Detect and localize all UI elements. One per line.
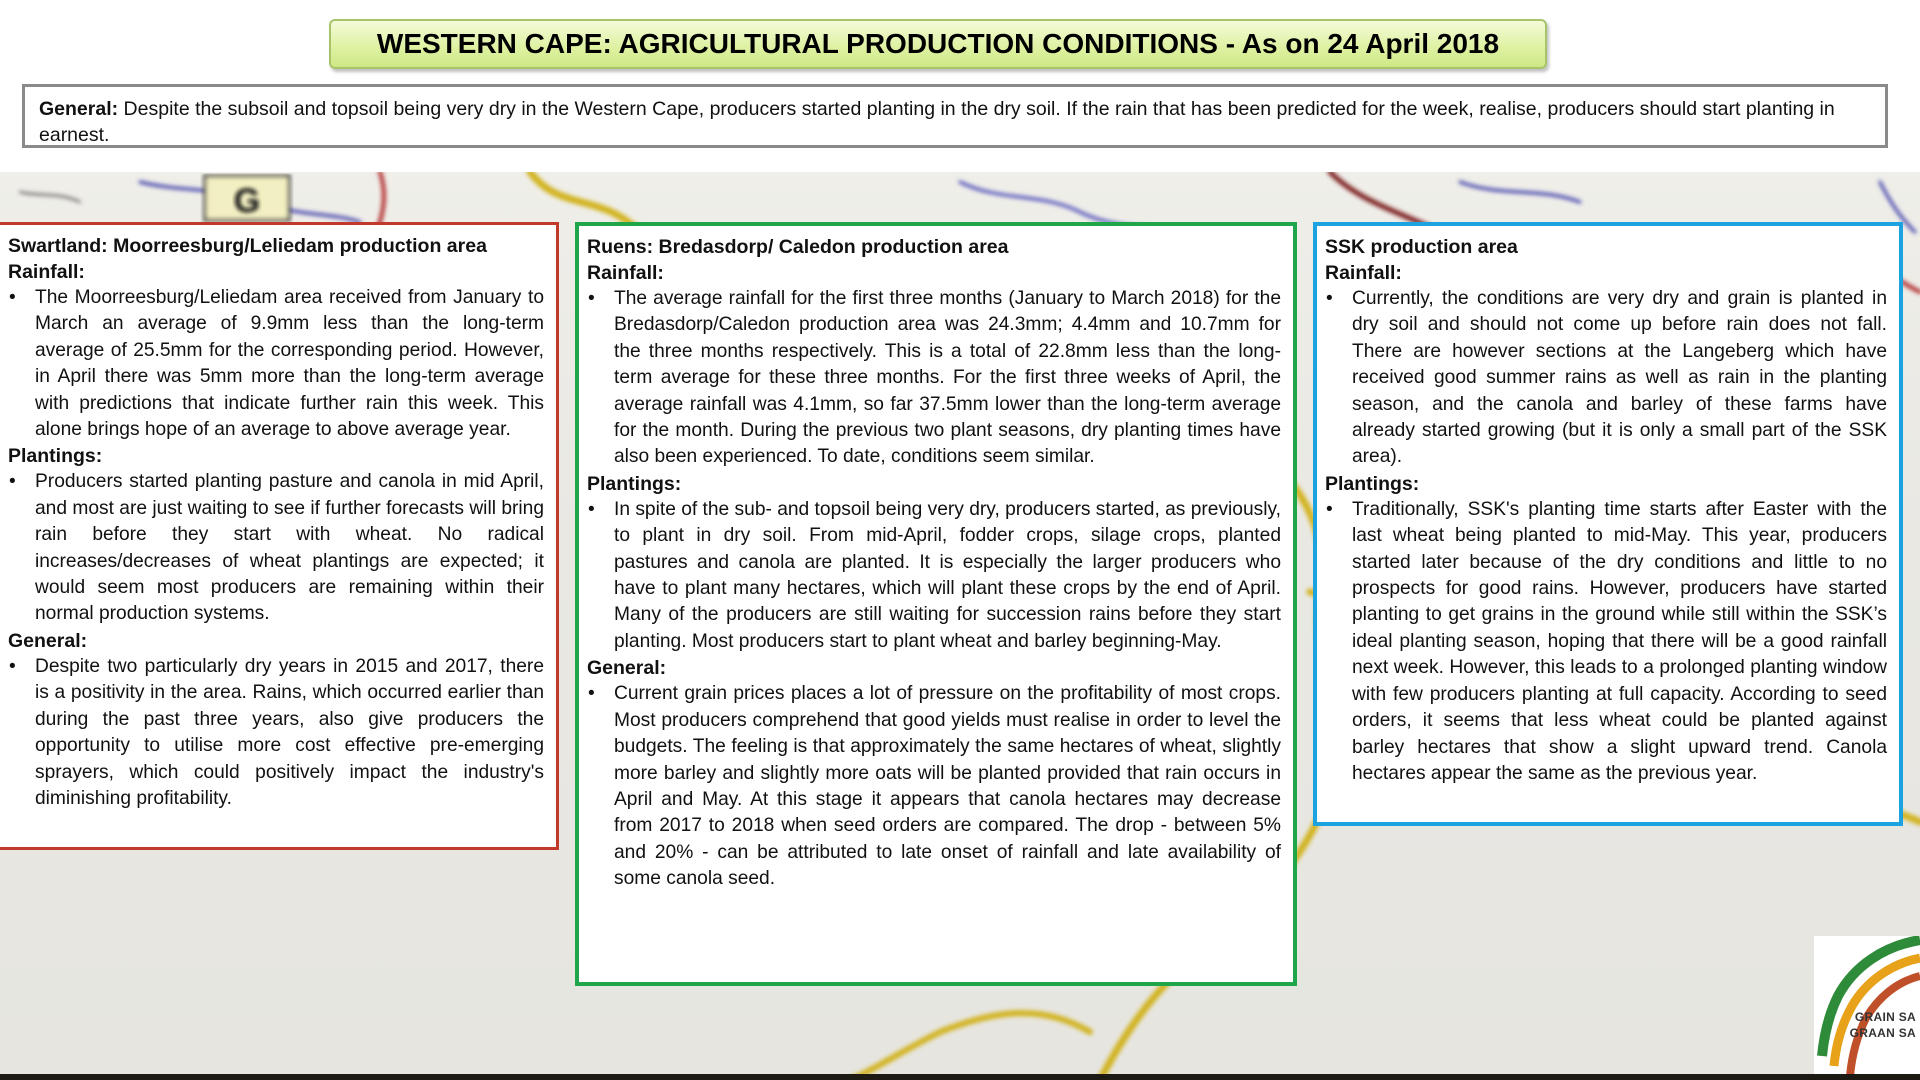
general-label: General: <box>39 98 119 120</box>
swartland-rainfall-heading: Rainfall: <box>8 261 85 283</box>
swartland-general-list <box>8 654 544 812</box>
ruens-general-heading: General: <box>587 657 667 680</box>
swartland-general-text: • Despite two particularly dry years in 2015 and 2017, there is a positivity in the area. Rains, which occurred earlier than during the past three years, also give producers the opportunity to utilise more cost effective pre-emerging sprayers, which could positively impact the industry's diminishing profitability. <box>35 654 544 812</box>
swartland-title: Swartland: Moorreesburg/Leliedam production area <box>8 235 487 257</box>
ssk-rainfall-text: • Currently, the conditions are very dry and grain is planted in dry soil and should not come up before rain does not fall. There are however sections at the Langeberg which have received good summer rains as well as rain in the planting season, and the canola and barley of these farms have already started growing (but it is only a small part of the SSK area). <box>1352 286 1887 471</box>
ruens-general-text: • Current grain prices places a lot of pressure on the profitability of most crops. Most producers comprehend that good yields must realise in order to level the budgets. The feeling is that approximately the same hectares of wheat, slightly more barley and slightly more oats will be planted provided that rain occurs in April and May. At this stage it appears that canola hectares may decrease from 2017 to 2018 when seed orders are compared. The drop - between 5% and 20% - can be attributed to late onset of rainfall and late availability of some canola seed. <box>614 681 1281 892</box>
ruens-plantings-list <box>587 497 1281 655</box>
page-title: WESTERN CAPE: AGRICULTURAL PRODUCTION CONDITIONS - As on 24 April 2018 <box>329 19 1547 69</box>
ruens-panel <box>575 222 1297 986</box>
swartland-plantings-text: • Producers started planting pasture and canola in mid April, and most are just waiting to see if further forecasts will bring rain before they start with wheat. No radical increases/decreases of wheat plantings are expected; it would seem most producers are remaining within their normal production systems. <box>35 469 544 627</box>
ssk-plantings-list <box>1325 497 1887 787</box>
grain-sa-logo-icon <box>1814 936 1920 1080</box>
swartland-plantings-list <box>8 469 544 627</box>
ruens-plantings-text: • In spite of the sub- and topsoil being very dry, producers started, as previously, to plant in dry soil. From mid-April, fodder crops, silage crops, planted pastures and canola are planted. It is especially the larger producers who have to plant many hectares, which will plant these crops by the end of April. Many of the producers are still waiting for succession rains before they start planting. Most producers start to plant wheat and barley beginning-May. <box>614 497 1281 655</box>
ssk-rainfall-list <box>1325 286 1887 471</box>
swartland-general-heading: General: <box>8 629 88 652</box>
swartland-panel <box>0 222 559 850</box>
general-summary <box>22 84 1888 148</box>
logo-text-line1: GRAIN SA <box>1854 1010 1916 1024</box>
ssk-rainfall-heading: Rainfall: <box>1325 262 1402 284</box>
ruens-general-list <box>587 681 1281 892</box>
svg-text:G: G <box>233 182 261 220</box>
swartland-plantings-heading: Plantings: <box>8 445 103 468</box>
ssk-title: SSK production area <box>1325 236 1518 258</box>
bottom-strip <box>0 1074 1920 1080</box>
swartland-rainfall-text: • The Moorreesburg/Leliedam area received from January to March an average of 9.9mm less than the long-term average of 25.5mm for the corresponding period. However, in April there was 5mm more than the long-term average with predictions that indicate further rain this week. This alone brings hope of an average to above average year. <box>35 285 544 443</box>
logo-text-line2: GRAAN SA <box>1849 1026 1916 1040</box>
ssk-panel <box>1313 222 1903 826</box>
grain-sa-logo <box>1814 936 1920 1080</box>
swartland-rainfall-list <box>8 285 544 443</box>
ruens-title: Ruens: Bredasdorp/ Caledon production area <box>587 236 1009 258</box>
ruens-plantings-heading: Plantings: <box>587 472 682 495</box>
ssk-plantings-text: • Traditionally, SSK's planting time starts after Easter with the last wheat being planted to mid-May. This year, producers started later because of the dry conditions and little to no prospects for good rains. However, producers have started planting to get grains in the ground while still within the SSK’s ideal planting season, hoping that there will be a good rainfall next week. However, this leads to a prolonged planting window with few producers planting at full capacity. According to seed orders, it seems that less wheat could be planted against barley hectares that show a slight upward trend. Canola hectares appear the same as the previous year. <box>1352 497 1887 787</box>
ruens-rainfall-text: • The average rainfall for the first three months (January to March 2018) for the Bredasdorp/Caledon production area was 24.3mm; 4.4mm and 10.7mm for the three months respectively. This is a total of 22.8mm less than the long-term average for these three months. For the first three weeks of April, the average rainfall was 4.1mm, so far 37.5mm lower than the long-term average for the month. During the previous two plant seasons, dry planting times have also been experienced. To date, conditions seem similar. <box>614 286 1281 471</box>
ruens-rainfall-heading: Rainfall: <box>587 262 664 284</box>
general-text: Despite the subsoil and topsoil being very dry in the Western Cape, producers started planting in the dry soil. If the rain that has been predicted for the week, realise, producers should start planting in earnest. <box>39 98 1835 146</box>
ssk-plantings-heading: Plantings: <box>1325 472 1420 495</box>
ruens-rainfall-list <box>587 286 1281 471</box>
